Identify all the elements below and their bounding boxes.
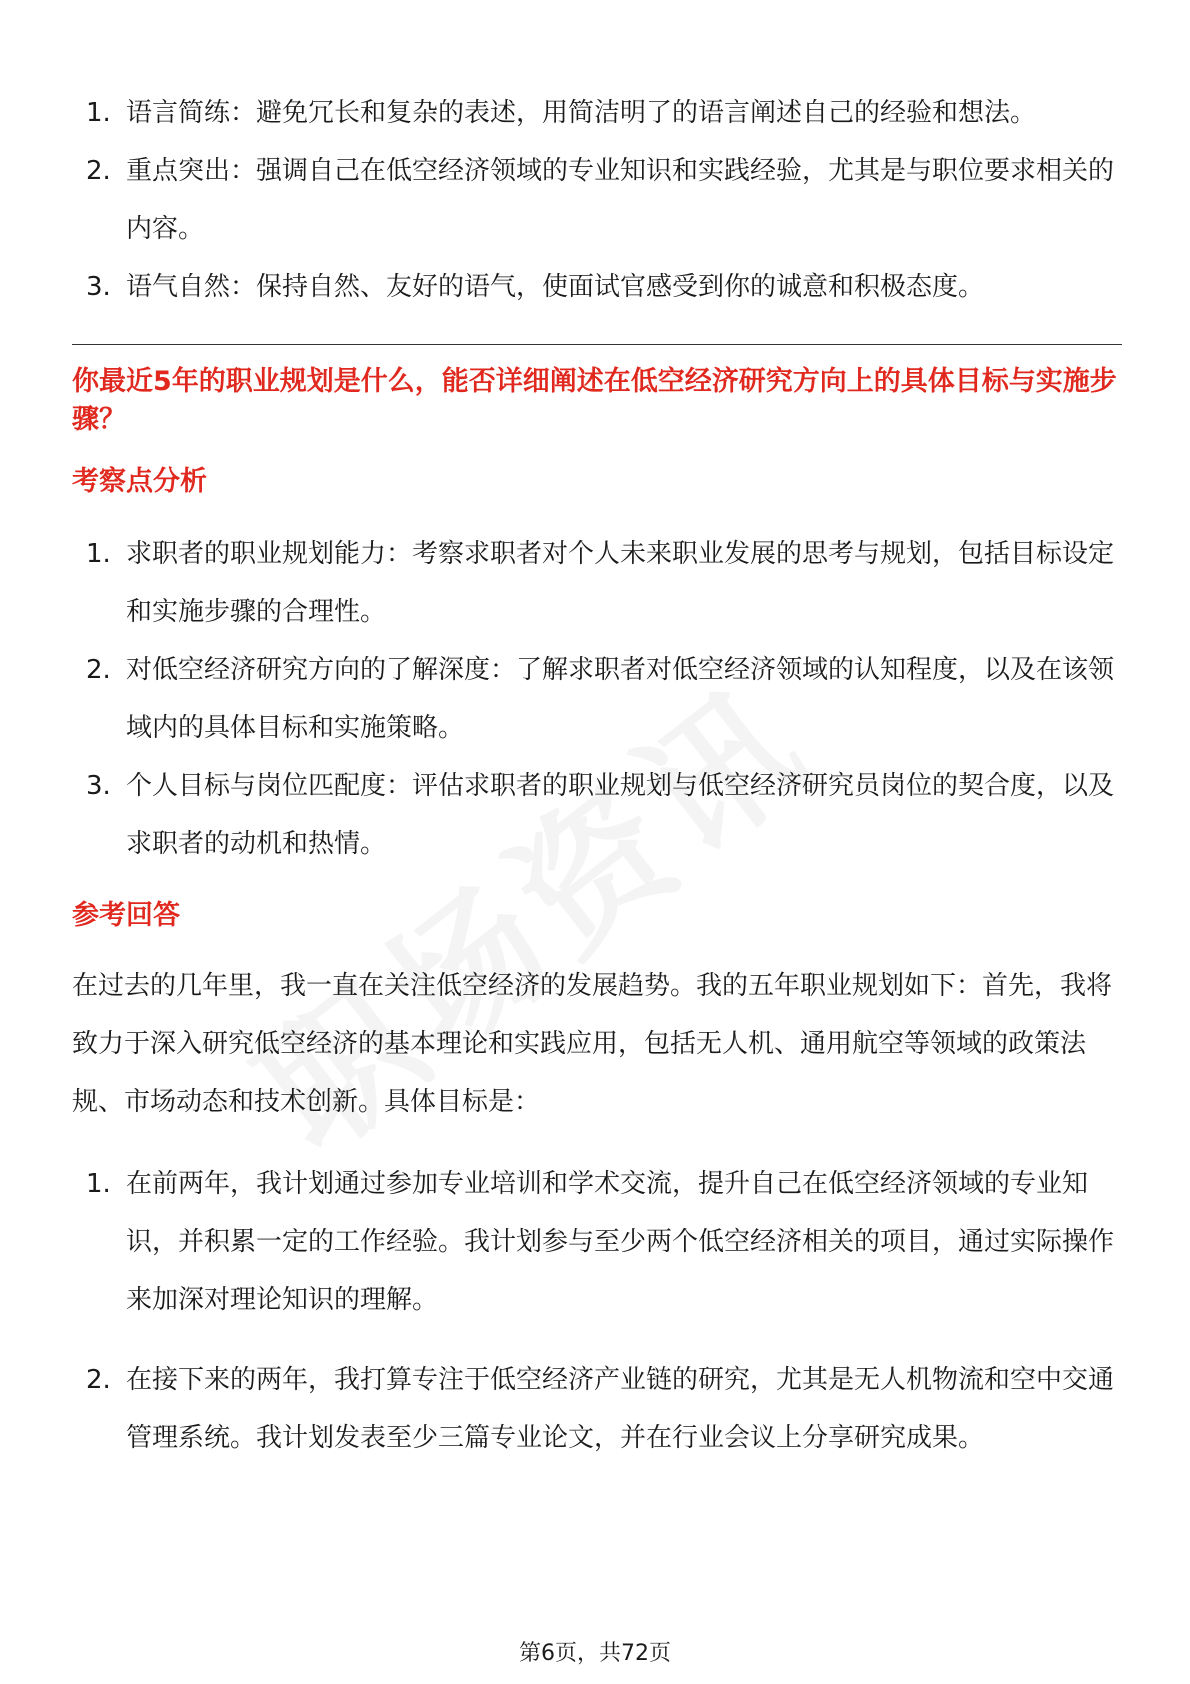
list-item <box>72 84 1122 142</box>
list-number: 1. <box>86 98 111 128</box>
list-item <box>72 258 1122 316</box>
list-item <box>72 142 1122 258</box>
list-item-text: 在前两年，我计划通过参加专业培训和学术交流，提升自己在低空经济领域的专业知识，并积累一定的工作经验。我计划参与至少两个低空经济相关的项目，通过实际操作来加深对理论知识的理解。 <box>126 1169 1115 1315</box>
list-number: 1. <box>86 1169 111 1199</box>
list-item-text: 在接下来的两年，我打算专注于低空经济产业链的研究，尤其是无人机物流和空中交通管理系统。我计划发表至少三篇专业论文，并在行业会议上分享研究成果。 <box>126 1365 1115 1453</box>
list-item-text: 求职者的职业规划能力：考察求职者对个人未来职业发展的思考与规划，包括目标设定和实施步骤的合理性。 <box>126 539 1115 627</box>
list-item-text: 个人目标与岗位匹配度：评估求职者的职业规划与低空经济研究员岗位的契合度，以及求职者的动机和热情。 <box>126 771 1115 859</box>
list-item <box>72 757 1122 873</box>
analysis-list <box>72 525 1122 873</box>
answer-list <box>72 1155 1122 1467</box>
list-item-text: 重点突出：强调自己在低空经济领域的专业知识和实践经验，尤其是与职位要求相关的内容。 <box>126 156 1115 244</box>
page-footer: 第6页，共72页 <box>519 1641 671 1666</box>
list-item <box>72 1351 1122 1467</box>
list-item <box>72 525 1122 641</box>
list-item-text: 对低空经济研究方向的了解深度：了解求职者对低空经济领域的认知程度，以及在该领域内的具体目标和实施策略。 <box>126 655 1115 743</box>
tips-list <box>72 84 1122 316</box>
analysis-heading: 考察点分析 <box>72 466 207 497</box>
list-item-text: 语气自然：保持自然、友好的语气，使面试官感受到你的诚意和积极态度。 <box>126 272 985 302</box>
list-item-text: 语言简练：避免冗长和复杂的表述，用简洁明了的语言阐述自己的经验和想法。 <box>126 98 1037 128</box>
answer-intro: 在过去的几年里，我一直在关注低空经济的发展趋势。我的五年职业规划如下：首先，我将致力于深入研究低空经济的基本理论和实践应用，包括无人机、通用航空等领域的政策法规、市场动态和技术创新。具体目标是： <box>72 971 1113 1117</box>
list-item <box>72 1155 1122 1329</box>
list-number: 2. <box>86 156 111 186</box>
section-divider <box>72 344 1122 345</box>
page-content <box>72 84 1122 1489</box>
list-number: 1. <box>86 539 111 569</box>
list-number: 2. <box>86 1365 111 1395</box>
list-number: 2. <box>86 655 111 685</box>
list-number: 3. <box>86 771 111 801</box>
list-item <box>72 641 1122 757</box>
answer-heading: 参考回答 <box>72 900 180 931</box>
list-number: 3. <box>86 272 111 302</box>
interview-question: 你最近5年的职业规划是什么，能否详细阐述在低空经济研究方向上的具体目标与实施步骤？ <box>72 366 1117 435</box>
